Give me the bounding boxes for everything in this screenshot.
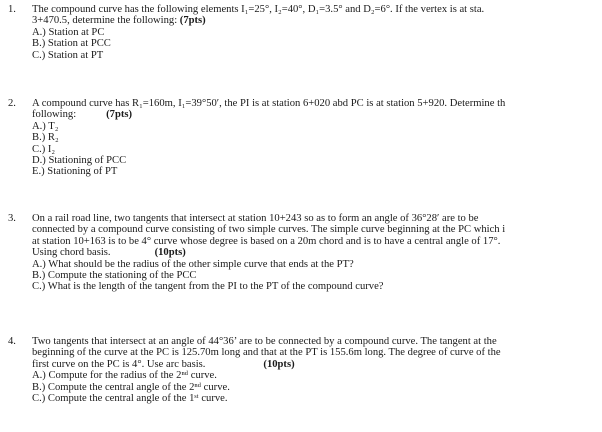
problem-text-line: The compound curve has the following elements I₁=25°, I₂=40°, D₁=3.5° and D₂=6°. If the vertex is at sta. — [32, 4, 485, 15]
problem-text-line — [32, 247, 602, 258]
option-item: B.) R₂ — [32, 132, 59, 144]
problem-number: 1. — [8, 4, 16, 15]
problem-number: 3. — [8, 213, 16, 224]
problem-text-line — [32, 359, 602, 370]
problem-text: Using chord basis. — [32, 247, 111, 259]
problem-body — [32, 98, 602, 178]
option-item: D.) Stationing of PCC — [32, 155, 127, 167]
problem-body — [32, 213, 602, 293]
problem-text: 3+470.5, determine the following: — [32, 15, 178, 27]
option-item: E.) Stationing of PT — [32, 166, 118, 178]
option-item: B.) Compute the stationing of the PCC — [32, 270, 197, 282]
option-item: C.) What is the length of the tangent from the PI to the PT of the compound curve? — [32, 281, 384, 293]
option-item: A.) What should be the radius of the other simple curve that ends at the PT? — [32, 258, 354, 270]
problem-text-line — [32, 15, 602, 26]
points-label: (7pts) — [106, 109, 133, 121]
problem-text-line: connected by a compound curve consisting of two simple curves. The simple curve beginning at the PC which i — [32, 224, 506, 236]
option-item: A.) T₂ — [32, 120, 59, 132]
problem-number: 4. — [8, 336, 16, 347]
problem-text-line: A compound curve has R₁=160m, I₁=39°50′, the PI is at station 6+020 abd PC is at station 5+920. Determine th — [32, 98, 506, 109]
problem-text: first curve on the PC is 4°. Use arc basis. — [32, 358, 206, 370]
problem-text-line — [32, 109, 602, 120]
problem-body — [32, 4, 602, 61]
option-item: A.) Compute for the radius of the 2ⁿᵈ curve. — [32, 370, 217, 382]
points-label: (10pts) — [263, 358, 295, 370]
problem-text-line: beginning of the curve at the PC is 125.70m long and that at the PT is 155.6m long. The degree of curve of the — [32, 347, 501, 359]
option-item: A.) Station at PC — [32, 26, 105, 38]
problem-text-line: Two tangents that intersect at an angle of 44°36’ are to be connected by a compound curve. The tangent at the — [32, 336, 497, 347]
points-label: (10pts) — [154, 247, 186, 259]
problem-text-line: at station 10+163 is to be 4° curve whose degree is based on a 20m chord and is to have a central angle of 17°. — [32, 235, 501, 247]
points-label: (7pts) — [179, 15, 206, 27]
option-item: C.) Compute the central angle of the 1ˢᵗ curve. — [32, 393, 228, 405]
problem-text-line: On a rail road line, two tangents that intersect at station 10+243 so as to form an angle of 36°28′ are to be — [32, 213, 479, 224]
problem-text: following: — [32, 109, 77, 121]
option-item: C.) I₂ — [32, 143, 56, 155]
option-item: B.) Compute the central angle of the 2ⁿᵈ curve. — [32, 381, 230, 393]
problem-number: 2. — [8, 98, 16, 109]
option-item: B.) Station at PCC — [32, 38, 111, 50]
option-item: C.) Station at PT — [32, 49, 104, 61]
problem-body — [32, 336, 602, 404]
